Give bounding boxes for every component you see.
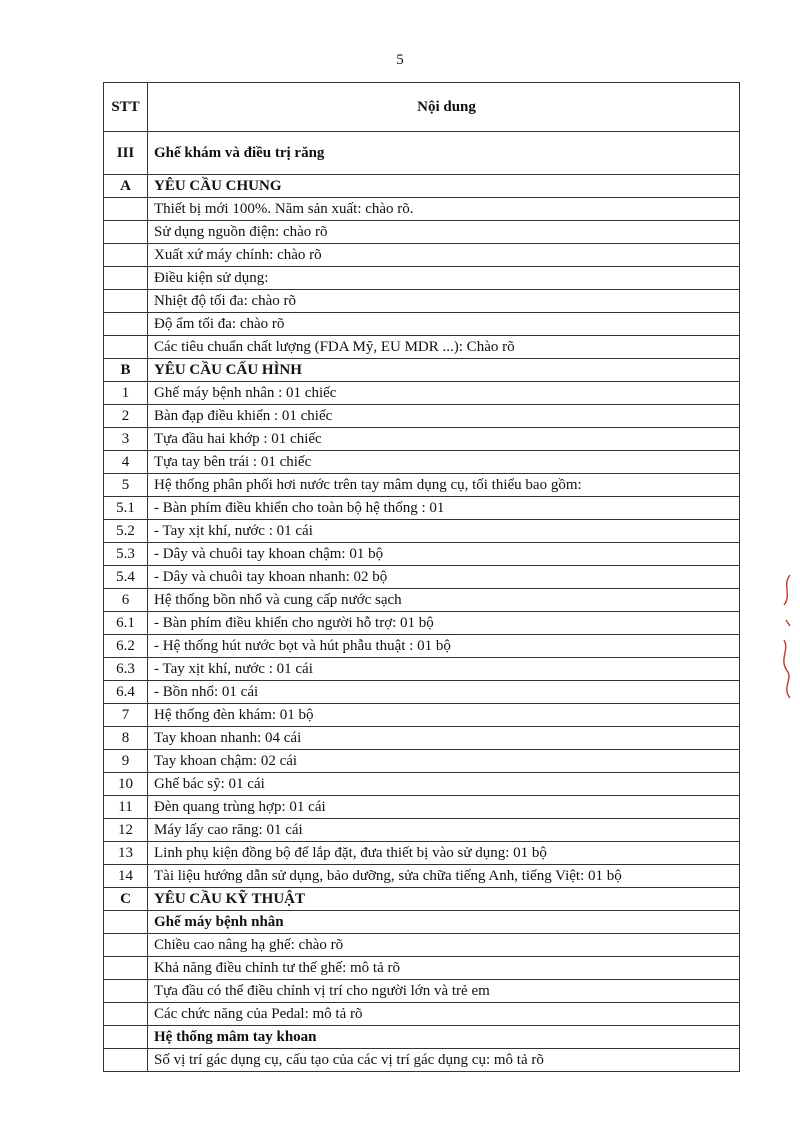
row-content: Hệ thống mâm tay khoan — [148, 1026, 740, 1049]
row-stt: 6 — [104, 589, 148, 612]
table-row — [104, 589, 740, 612]
row-stt: 12 — [104, 819, 148, 842]
row-stt: 6.4 — [104, 681, 148, 704]
table-row — [104, 727, 740, 750]
row-stt: 11 — [104, 796, 148, 819]
row-content: Xuất xứ máy chính: chào rõ — [148, 244, 740, 267]
row-stt: 5.1 — [104, 497, 148, 520]
table-row — [104, 865, 740, 888]
row-stt: 10 — [104, 773, 148, 796]
header-stt: STT — [104, 83, 148, 132]
row-content: Số vị trí gác dụng cụ, cấu tạo của các vị trí gác dụng cụ: mô tả rõ — [148, 1049, 740, 1072]
table-row — [104, 382, 740, 405]
row-stt — [104, 1049, 148, 1072]
row-stt: 5.4 — [104, 566, 148, 589]
row-stt: 1 — [104, 382, 148, 405]
row-stt: 5.2 — [104, 520, 148, 543]
table-row — [104, 681, 740, 704]
row-content: - Dây và chuôi tay khoan chậm: 01 bộ — [148, 543, 740, 566]
row-content: Hệ thống đèn khám: 01 bộ — [148, 704, 740, 727]
row-stt — [104, 267, 148, 290]
row-content: Sử dụng nguồn điện: chào rõ — [148, 221, 740, 244]
table-row — [104, 520, 740, 543]
row-content: - Bồn nhổ: 01 cái — [148, 681, 740, 704]
row-content: YÊU CẦU CHUNG — [148, 175, 740, 198]
row-stt — [104, 313, 148, 336]
table-row — [104, 451, 740, 474]
row-stt — [104, 911, 148, 934]
table-row — [104, 1003, 740, 1026]
row-stt: 4 — [104, 451, 148, 474]
subsection-row — [104, 911, 740, 934]
row-stt: 5.3 — [104, 543, 148, 566]
table-row — [104, 474, 740, 497]
table-row — [104, 198, 740, 221]
requirements-table — [103, 82, 740, 1072]
table-row — [104, 336, 740, 359]
subsection-row — [104, 1026, 740, 1049]
row-stt — [104, 290, 148, 313]
row-stt — [104, 980, 148, 1003]
row-content: Thiết bị mới 100%. Năm sản xuất: chào rõ. — [148, 198, 740, 221]
header-content: Nội dung — [148, 83, 740, 132]
row-content: Đèn quang trùng hợp: 01 cái — [148, 796, 740, 819]
row-content: Ghế máy bệnh nhân — [148, 911, 740, 934]
table-row — [104, 773, 740, 796]
table-row — [104, 428, 740, 451]
row-stt: A — [104, 175, 148, 198]
row-stt — [104, 221, 148, 244]
row-content: - Dây và chuôi tay khoan nhanh: 02 bộ — [148, 566, 740, 589]
row-stt: C — [104, 888, 148, 911]
row-content: Độ ẩm tối đa: chào rõ — [148, 313, 740, 336]
table-row — [104, 612, 740, 635]
table-row — [104, 543, 740, 566]
table-row — [104, 497, 740, 520]
row-stt: B — [104, 359, 148, 382]
row-content: Ghế máy bệnh nhân : 01 chiếc — [148, 382, 740, 405]
row-content: Máy lấy cao răng: 01 cái — [148, 819, 740, 842]
row-content: Ghế khám và điều trị răng — [148, 132, 740, 175]
row-content: Hệ thống bồn nhổ và cung cấp nước sạch — [148, 589, 740, 612]
table-row — [104, 1049, 740, 1072]
section-row — [104, 175, 740, 198]
section-row — [104, 132, 740, 175]
table-row — [104, 635, 740, 658]
row-stt: 6.1 — [104, 612, 148, 635]
margin-signature-mark — [770, 560, 796, 710]
row-stt: III — [104, 132, 148, 175]
row-stt: 13 — [104, 842, 148, 865]
row-content: Chiều cao nâng hạ ghế: chào rõ — [148, 934, 740, 957]
table-row — [104, 704, 740, 727]
row-stt — [104, 244, 148, 267]
row-content: Tựa đầu hai khớp : 01 chiếc — [148, 428, 740, 451]
row-content: Tay khoan nhanh: 04 cái — [148, 727, 740, 750]
table-row — [104, 957, 740, 980]
page-number: 5 — [396, 52, 404, 68]
row-stt — [104, 336, 148, 359]
table-row — [104, 980, 740, 1003]
row-stt — [104, 1026, 148, 1049]
row-stt: 6.2 — [104, 635, 148, 658]
row-content: - Hệ thống hút nước bọt và hút phẫu thuật : 01 bộ — [148, 635, 740, 658]
row-content: - Tay xịt khí, nước : 01 cái — [148, 520, 740, 543]
row-content: Khả năng điều chỉnh tư thế ghế: mô tả rõ — [148, 957, 740, 980]
row-content: - Bàn phím điều khiển cho người hỗ trợ: 01 bộ — [148, 612, 740, 635]
row-content: YÊU CẦU KỸ THUẬT — [148, 888, 740, 911]
table-row — [104, 221, 740, 244]
row-stt: 7 — [104, 704, 148, 727]
row-stt: 5 — [104, 474, 148, 497]
row-stt: 14 — [104, 865, 148, 888]
row-stt: 9 — [104, 750, 148, 773]
row-content: Tay khoan chậm: 02 cái — [148, 750, 740, 773]
row-stt — [104, 198, 148, 221]
row-content: Nhiệt độ tối đa: chào rõ — [148, 290, 740, 313]
section-row — [104, 359, 740, 382]
row-content: - Tay xịt khí, nước : 01 cái — [148, 658, 740, 681]
row-content: Ghế bác sỹ: 01 cái — [148, 773, 740, 796]
row-stt — [104, 1003, 148, 1026]
row-stt — [104, 957, 148, 980]
row-content: Tựa đầu có thể điều chỉnh vị trí cho người lớn và trẻ em — [148, 980, 740, 1003]
row-content: Hệ thống phân phối hơi nước trên tay mâm dụng cụ, tối thiểu bao gồm: — [148, 474, 740, 497]
table-row — [104, 405, 740, 428]
table-body — [104, 132, 740, 1072]
table-row — [104, 796, 740, 819]
row-stt: 8 — [104, 727, 148, 750]
table-row — [104, 750, 740, 773]
table-row — [104, 566, 740, 589]
row-content: Tài liệu hướng dẫn sử dụng, bảo dưỡng, sửa chữa tiếng Anh, tiếng Việt: 01 bộ — [148, 865, 740, 888]
table-row — [104, 819, 740, 842]
row-content: YÊU CẦU CẤU HÌNH — [148, 359, 740, 382]
row-content: Bàn đạp điều khiển : 01 chiếc — [148, 405, 740, 428]
row-content: Điều kiện sử dụng: — [148, 267, 740, 290]
row-stt — [104, 934, 148, 957]
row-stt: 6.3 — [104, 658, 148, 681]
row-content: Tựa tay bên trái : 01 chiếc — [148, 451, 740, 474]
row-stt: 3 — [104, 428, 148, 451]
row-stt: 2 — [104, 405, 148, 428]
table-row — [104, 842, 740, 865]
section-row — [104, 888, 740, 911]
table-row — [104, 313, 740, 336]
row-content: - Bàn phím điều khiển cho toàn bộ hệ thống : 01 — [148, 497, 740, 520]
table-row — [104, 267, 740, 290]
table-row — [104, 290, 740, 313]
row-content: Linh phụ kiện đồng bộ để lắp đặt, đưa thiết bị vào sử dụng: 01 bộ — [148, 842, 740, 865]
row-content: Các tiêu chuẩn chất lượng (FDA Mỹ, EU MDR ...): Chào rõ — [148, 336, 740, 359]
table-row — [104, 658, 740, 681]
table-header-row — [104, 83, 740, 132]
table-row — [104, 934, 740, 957]
table-row — [104, 244, 740, 267]
row-content: Các chức năng của Pedal: mô tả rõ — [148, 1003, 740, 1026]
